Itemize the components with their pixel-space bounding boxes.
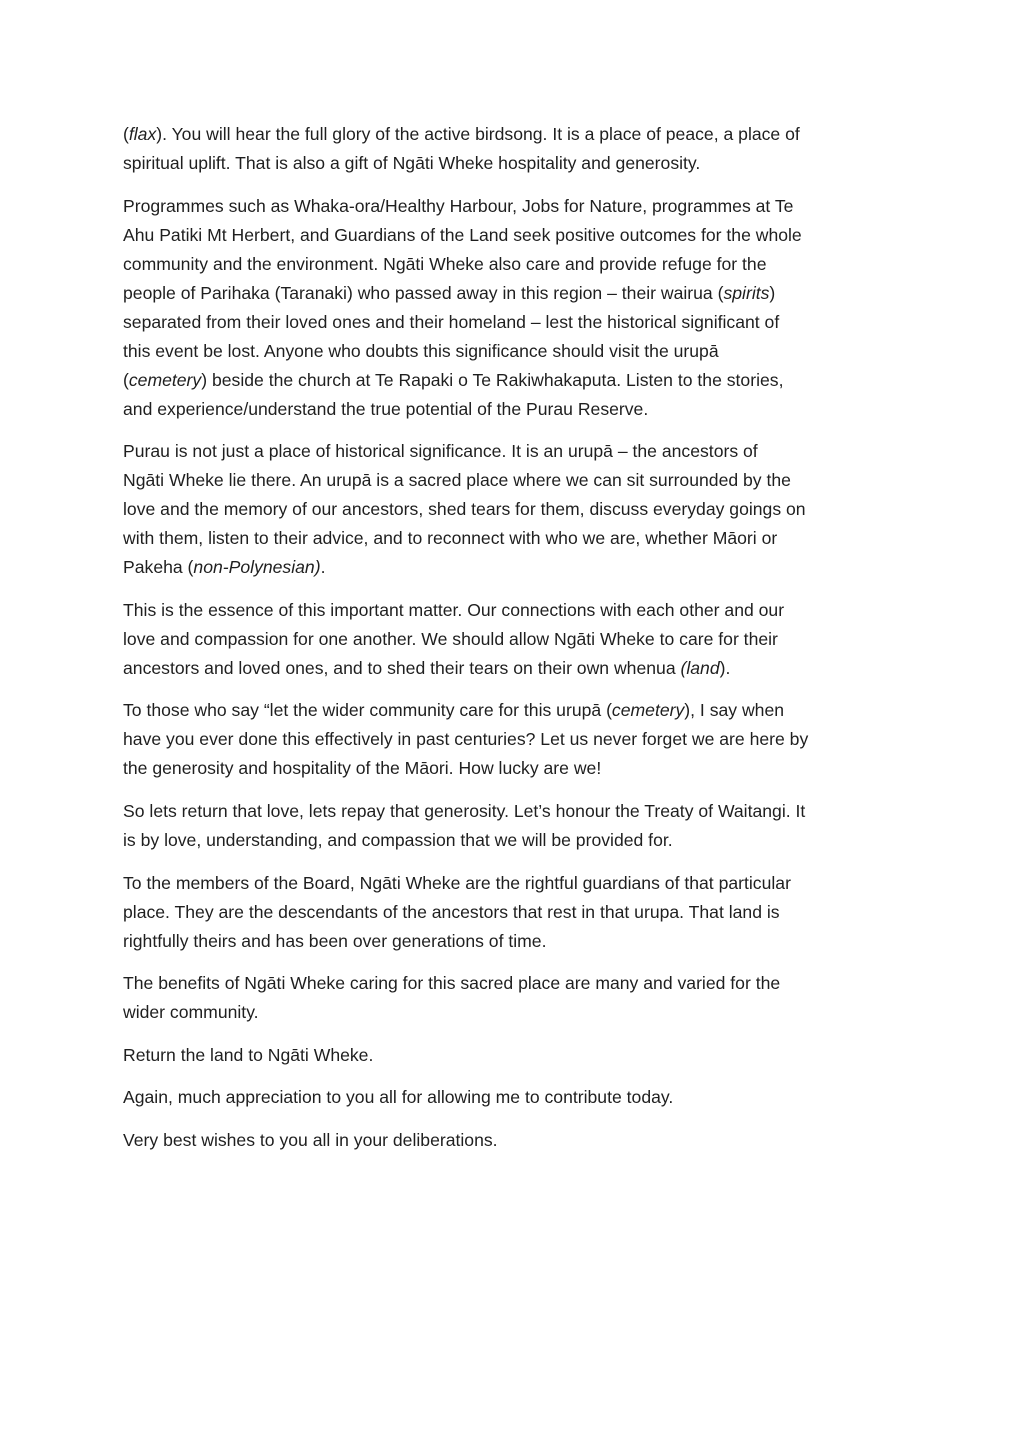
text-run: Pakeha ( [123,557,194,578]
text-run: ) beside the church at Te Rapaki o Te Rakiwhakaputa. Listen to the stories, [201,369,784,390]
paragraph [123,869,893,956]
text-run: the generosity and hospitality of the Māori. How lucky are we! [123,758,602,779]
text-run: this event be lost. Anyone who doubts this significance should visit the urupā [123,340,719,361]
text-run: The benefits of Ngāti Wheke caring for this sacred place are many and varied for the [123,973,781,994]
text-run: . [320,557,326,578]
text-run: So lets return that love, lets repay that generosity. Let’s honour the Treaty of Waitangi. It [123,800,806,821]
text-run: Programmes such as Whaka-ora/Healthy Harbour, Jobs for Nature, programmes at Te [123,195,794,216]
text-line [123,524,893,553]
text-run: love and the memory of our ancestors, shed tears for them, discuss everyday goings on [123,499,806,520]
text-run: wider community. [123,1002,259,1023]
paragraph [123,696,893,783]
text-run: ) [769,282,776,303]
text-line [123,553,893,582]
text-line [123,221,893,250]
text-run: ( [123,369,129,390]
document-body [123,120,893,1169]
text-run: Again, much appreciation to you all for allowing me to contribute today. [123,1087,674,1108]
text-line [123,969,893,998]
text-line [123,1041,893,1070]
text-line [123,466,893,495]
paragraph [123,1083,893,1112]
text-run: ( [123,124,129,144]
paragraph [123,1041,893,1070]
text-run: ). [719,657,731,678]
text-line [123,308,893,337]
paragraph [123,797,893,855]
text-line [123,149,893,178]
text-line [123,869,893,898]
text-line [123,279,893,308]
text-line [123,495,893,524]
text-line [123,437,893,466]
paragraph [123,596,893,683]
text-run: Ahu Patiki Mt Herbert, and Guardians of the Land seek positive outcomes for the whole [123,224,802,245]
text-line [123,898,893,927]
text-line [123,725,893,754]
text-run: separated from their loved ones and their homeland – lest the historical significant of [123,311,780,332]
text-run: ), I say when [684,700,785,721]
italic-text: cemetery [128,369,202,390]
text-run: love and compassion for one another. We should allow Ngāti Wheke to care for their [123,628,778,649]
italic-text: (land [680,657,720,678]
paragraph [123,969,893,1027]
text-line [123,754,893,783]
paragraph [123,1126,893,1155]
text-run: Purau is not just a place of historical significance. It is an urupā – the ancestors of [123,441,758,462]
text-run: have you ever done this effectively in past centuries? Let us never forget we are here by [123,729,809,750]
text-line [123,797,893,826]
text-line [123,337,893,366]
text-run: people of Parihaka (Taranaki) who passed away in this region – their wairua ( [123,282,724,303]
paragraph [123,192,893,424]
paragraph [123,437,893,582]
text-line [123,826,893,855]
text-run: spiritual uplift. That is also a gift of Ngāti Wheke hospitality and generosity. [123,153,701,173]
text-line [123,395,893,424]
paragraph [123,120,893,178]
text-run: community and the environment. Ngāti Wheke also care and provide refuge for the [123,253,767,274]
italic-text: spirits [723,282,770,303]
text-line [123,998,893,1027]
italic-text: cemetery [611,700,685,721]
italic-text: non-Polynesian) [193,557,321,578]
text-run: To those who say “let the wider community care for this urupā ( [123,700,612,721]
text-line [123,1083,893,1112]
text-line [123,366,893,395]
text-line [123,596,893,625]
text-line [123,192,893,221]
text-run: place. They are the descendants of the ancestors that rest in that urupa. That land is [123,901,780,922]
text-run: To the members of the Board, Ngāti Wheke are the rightful guardians of that particular [123,872,791,893]
text-run: Return the land to Ngāti Wheke. [123,1044,374,1065]
text-line [123,927,893,956]
text-run: with them, listen to their advice, and to reconnect with who we are, whether Māori or [123,528,778,549]
text-line [123,250,893,279]
italic-text: flax [128,124,157,144]
text-line [123,696,893,725]
text-run: This is the essence of this important matter. Our connections with each other and our [123,599,785,620]
text-line [123,1126,893,1155]
text-line [123,625,893,654]
text-run: rightfully theirs and has been over generations of time. [123,930,547,951]
text-line [123,654,893,683]
text-run: ancestors and loved ones, and to shed their tears on their own whenua [123,657,681,678]
text-run: ). You will hear the full glory of the active birdsong. It is a place of peace, a place of [156,124,800,144]
text-run: is by love, understanding, and compassion that we will be provided for. [123,829,673,850]
text-run: Very best wishes to you all in your deliberations. [123,1129,498,1150]
text-line [123,120,893,149]
text-run: Ngāti Wheke lie there. An urupā is a sacred place where we can sit surrounded by the [123,470,791,491]
text-run: and experience/understand the true potential of the Purau Reserve. [123,398,649,419]
